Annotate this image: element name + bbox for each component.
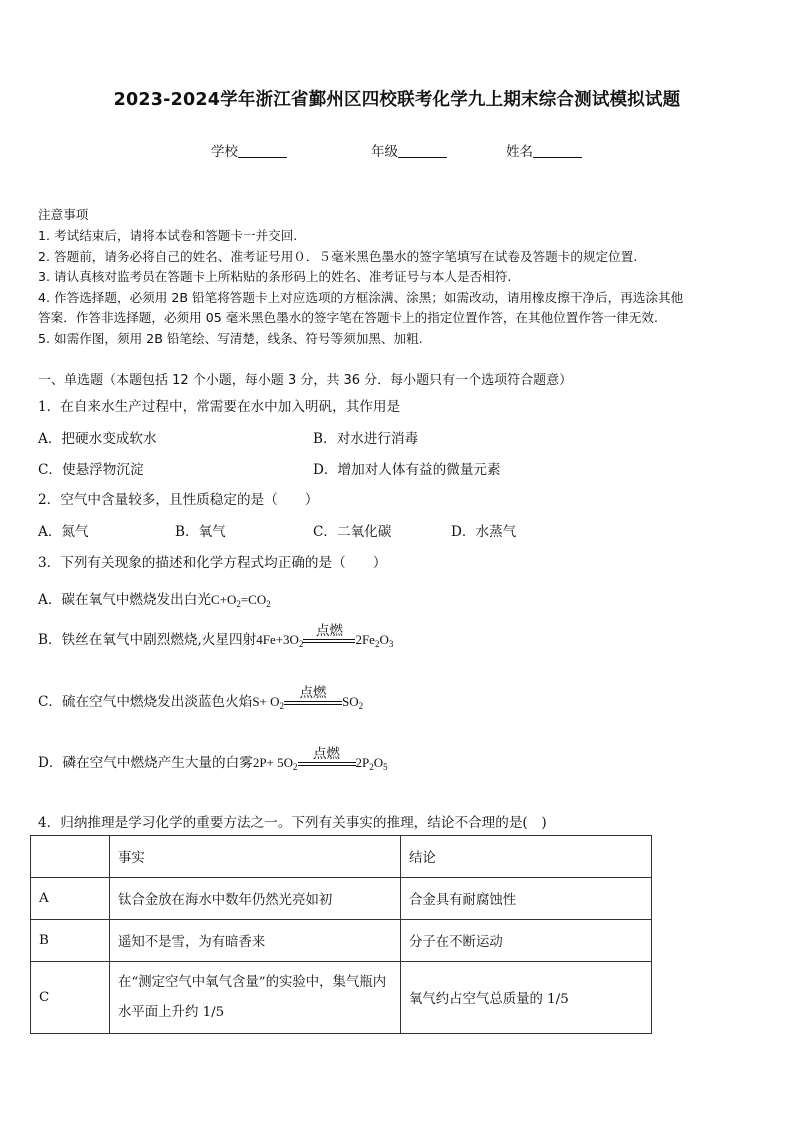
name-blank [533, 143, 582, 158]
q1-option-c: C．使悬浮物沉淀 [38, 462, 144, 478]
q3-option-d-equation: $2P+ 5O_2$ 点燃 $2P_2O_5$ [252, 746, 388, 772]
reaction-condition: 点燃 [284, 686, 342, 711]
notice-item: 4. 作答选择题，必须用 2B 铅笔将答题卡上对应选项的方框涂满、涂黑；如需改动，请用橡皮擦干净后，再选涂其他 [38, 290, 684, 305]
reaction-condition: 点燃 [303, 624, 355, 649]
table-cell: 遥知不是雪，为有暗香来 [110, 920, 401, 962]
school-label: 学校 [211, 144, 238, 160]
table-header-cell: 事实 [110, 836, 401, 878]
table-cell: 钛合金放在海水中数年仍然光亮如初 [110, 878, 401, 920]
table-header-cell [31, 836, 110, 878]
q1-option-d: D．增加对人体有益的微量元素 [313, 462, 501, 478]
q3-option-b [38, 624, 393, 649]
q2-option-d: D．水蒸气 [451, 524, 517, 540]
question-1-stem: 1．在自来水生产过程中，常需要在水中加入明矾，其作用是 [38, 399, 401, 415]
notice-item: 5. 如需作图，须用 2B 铅笔绘、写清楚，线条、符号等须加黑、加粗. [38, 331, 423, 346]
grade-field [371, 140, 447, 160]
name-field [506, 140, 582, 160]
reaction-condition: 点燃 [298, 747, 356, 772]
section-heading: 一、单选题（本题包括 12 个小题，每小题 3 分，共 36 分．每小题只有一个选项符合题意） [38, 373, 573, 388]
question-3-stem: 3．下列有关现象的描述和化学方程式均正确的是（ ） [38, 555, 387, 571]
q3-option-b-equation: $4Fe+3O_2$ 点燃 $2Fe_2O_3$ [256, 623, 394, 649]
q2-option-c: C．二氧化碳 [313, 524, 392, 540]
table-cell: A [31, 878, 110, 920]
table-row [31, 878, 652, 920]
table-header-cell: 结论 [401, 836, 652, 878]
notice-item: 答案．作答非选择题，必须用 05 毫米黑色墨水的签字笔在答题卡上的指定位置作答，在其他位置作答一律无效. [38, 310, 658, 325]
notice-item: 1. 考试结束后，请将本试卷和答题卡一并交回. [38, 228, 298, 243]
table-header-row [31, 836, 652, 878]
q1-option-b: B．对水进行消毒 [313, 431, 419, 447]
name-label: 姓名 [506, 144, 533, 160]
q3-option-c-equation: $S+ O_2$ 点燃 $SO_2$ [252, 685, 364, 711]
q3-option-b-text: B．铁丝在氧气中剧烈燃烧,火星四射 [38, 632, 257, 648]
q1-option-a: A．把硬水变成软水 [38, 431, 157, 447]
table-row [31, 962, 652, 1034]
table-cell: 合金具有耐腐蚀性 [401, 878, 652, 920]
grade-blank [398, 143, 447, 158]
page-title: 2023-2024学年浙江省鄞州区四校联考化学九上期末综合测试模拟试题 [113, 90, 681, 110]
q3-option-c [38, 686, 363, 711]
q2-option-a: A．氮气 [38, 524, 89, 540]
q3-option-a [38, 588, 271, 609]
table-cell: B [31, 920, 110, 962]
q4-table [30, 835, 652, 1034]
q3-option-a-equation: $C+O_2=CO_2$ [210, 592, 271, 609]
grade-label: 年级 [371, 144, 398, 160]
table-row [31, 920, 652, 962]
table-cell: 分子在不断运动 [401, 920, 652, 962]
table-cell: 氧气约占空气总质量的 1/5 [401, 962, 652, 1034]
q3-option-a-text: A．碳在氧气中燃烧发出白光 [38, 592, 211, 608]
q3-option-d-text: D．磷在空气中燃烧产生大量的白雾 [38, 755, 253, 771]
question-2-stem: 2．空气中含量较多，且性质稳定的是（ ） [38, 492, 319, 508]
notice-heading: 注意事项 [38, 207, 89, 222]
table-cell [110, 962, 401, 1034]
q2-option-b: B．氧气 [175, 524, 226, 540]
school-field [211, 140, 287, 160]
school-blank [238, 143, 287, 158]
table-cell-line: 水平面上升约 1/5 [118, 1004, 225, 1020]
question-4-stem: 4．归纳推理是学习化学的重要方法之一。下列有关事实的推理，结论不合理的是( ) [38, 815, 547, 831]
notice-item: 3. 请认真核对监考员在答题卡上所粘贴的条形码上的姓名、准考证号与本人是否相符. [38, 269, 512, 284]
notice-item: 2. 答题前，请务必将自己的姓名、准考证号用０．５毫米黑色墨水的签字笔填写在试卷及答题卡的规定位置. [38, 249, 638, 264]
q3-option-d [38, 747, 388, 772]
q3-option-c-text: C．硫在空气中燃烧发出淡蓝色火焰 [38, 694, 253, 710]
table-cell: C [31, 962, 110, 1034]
table-cell-line: 在“测定空气中氧气含量”的实验中，集气瓶内 [118, 974, 387, 990]
